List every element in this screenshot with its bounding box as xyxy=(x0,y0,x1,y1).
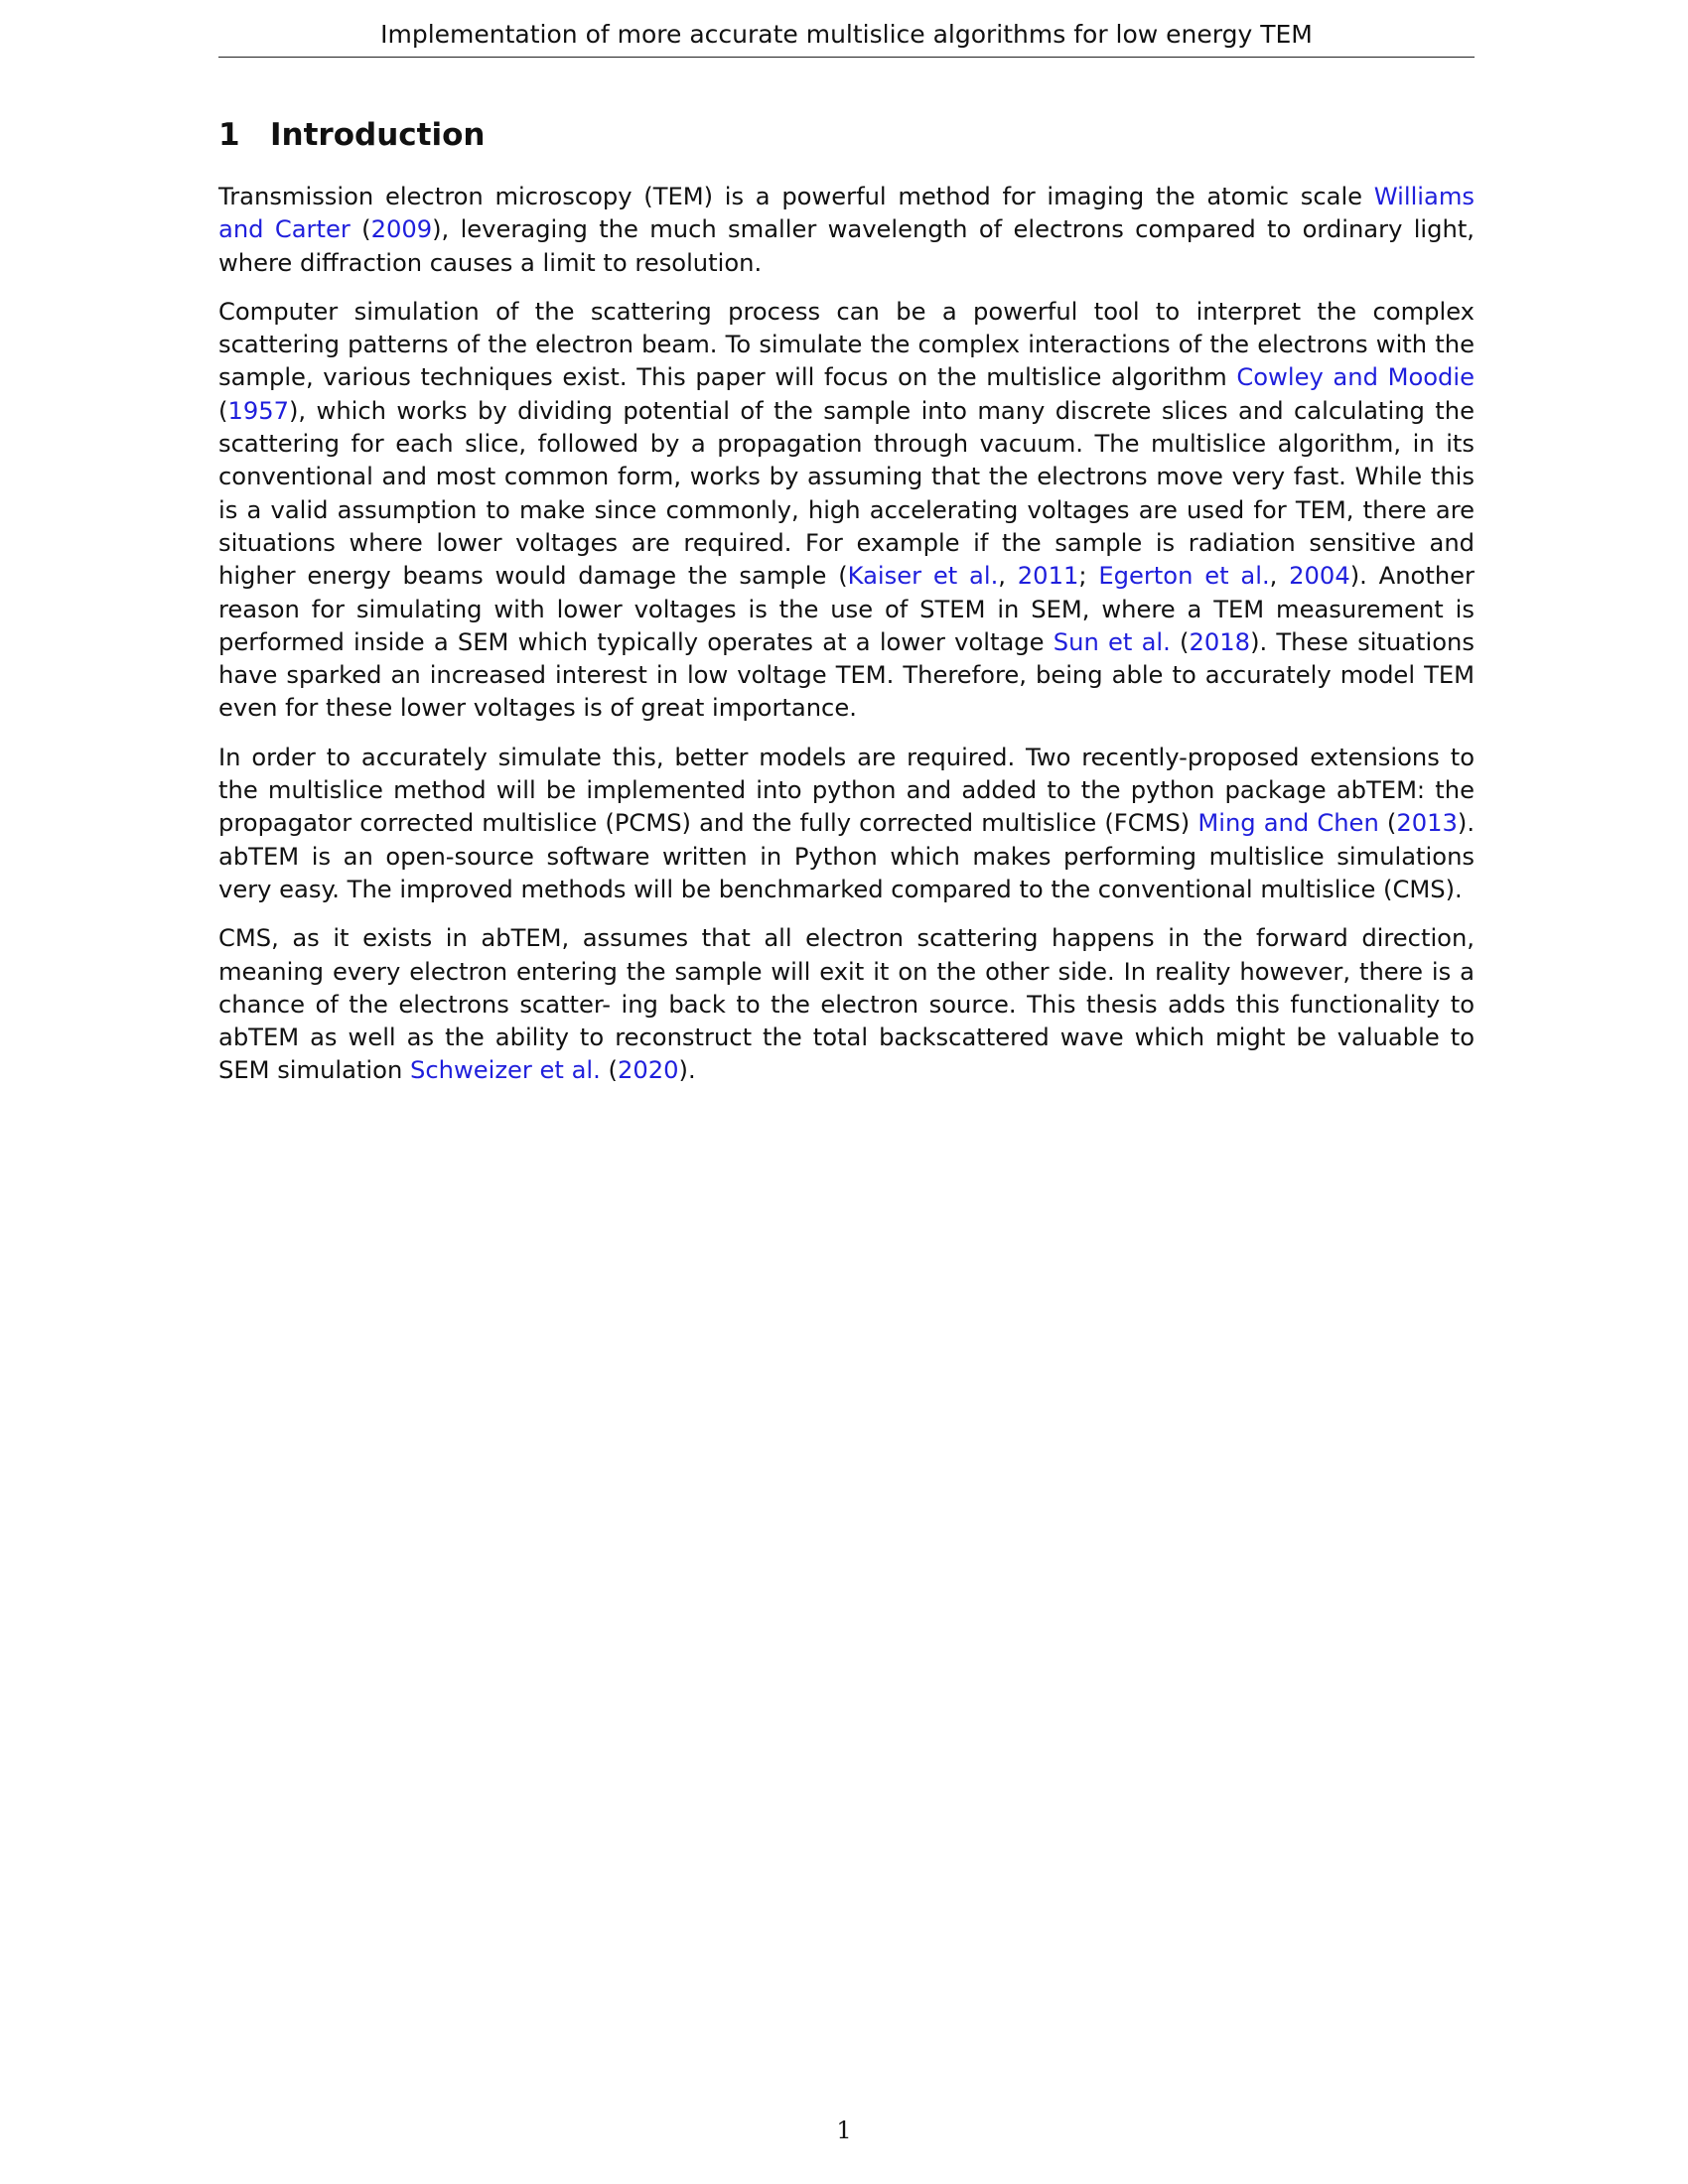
citation-link[interactable]: Egerton et al. xyxy=(1098,562,1270,591)
citation-link[interactable]: 2004 xyxy=(1289,562,1350,591)
paragraph-text: ( xyxy=(218,396,228,425)
paragraph-text: ). xyxy=(678,1056,696,1085)
paragraph-text: CMS, as it exists in abTEM, assumes that all electron scattering happens in the forward direction, meaning every electron entering the sample will exit it on the other side. In reality however, there is a chance of the electrons scatter- ing back to the electron source. This thesis adds this functionality to abTEM as well as the ability to reconstruct the total backscattered wave which might be valuable to SEM simulation xyxy=(218,924,1475,1085)
paragraph xyxy=(218,742,1475,906)
paragraph-text: ). abTEM is an open-source software written in Python which makes performing multislice simulations very easy. The improved methods will be benchmarked compared to the conventional multislice (CMS). xyxy=(218,809,1476,903)
paragraph xyxy=(218,922,1475,1087)
paragraph-text: , xyxy=(998,562,1018,591)
citation-link[interactable]: Schweizer et al. xyxy=(409,1056,601,1085)
paragraph-text: ), leveraging the much smaller wavelength of electrons compared to ordinary light, where diffraction causes a limit to resolution. xyxy=(218,215,1475,277)
paragraph-text: ). These situations have sparked an increased interest in low voltage TEM. Therefore, being able to accurately model TEM even for these lower voltages is of great importance. xyxy=(218,627,1475,723)
paragraph-text: In order to accurately simulate this, better models are required. Two recently-proposed extensions to the multislice method will be implemented into python and added to the python package abTEM: the propagator corrected multislice (PCMS) and the fully corrected multislice (FCMS) xyxy=(218,743,1475,838)
paragraph-text: ; xyxy=(1078,562,1099,591)
body-text xyxy=(218,181,1475,1088)
citation-link[interactable]: 2011 xyxy=(1017,562,1079,591)
paragraph-text: ( xyxy=(1170,627,1190,656)
section-number: 1 xyxy=(218,117,240,153)
paragraph xyxy=(218,181,1475,280)
running-title: Implementation of more accurate multislice algorithms for low energy TEM xyxy=(380,20,1313,49)
citation-link[interactable]: 2020 xyxy=(617,1056,679,1085)
paragraph-text: ( xyxy=(600,1056,618,1085)
running-header xyxy=(218,20,1475,58)
citation-link[interactable]: Cowley and Moodie xyxy=(1236,363,1475,392)
section-heading xyxy=(218,117,1475,153)
section-title: Introduction xyxy=(270,117,486,153)
citation-link[interactable]: Sun et al. xyxy=(1053,627,1171,656)
paragraph xyxy=(218,296,1475,726)
page-number: 1 xyxy=(836,2116,852,2144)
citation-link[interactable]: Ming and Chen xyxy=(1197,809,1379,838)
citation-link[interactable]: Williams and Carter xyxy=(218,183,1475,244)
citation-link[interactable]: Kaiser et al. xyxy=(847,562,999,591)
page-content xyxy=(218,117,1475,1104)
paragraph-text: ( xyxy=(350,215,371,244)
citation-link[interactable]: 2013 xyxy=(1396,809,1458,838)
paragraph-text: ). Another reason for simulating with lower voltages is the use of STEM in SEM, where a TEM measurement is performed inside a SEM which typically operates at a lower voltage xyxy=(218,562,1475,656)
citation-link[interactable]: 1957 xyxy=(227,396,289,425)
citation-link[interactable]: 2018 xyxy=(1189,627,1251,656)
paragraph-text: ( xyxy=(1378,809,1397,838)
citation-link[interactable]: 2009 xyxy=(370,215,433,244)
paragraph-text: Computer simulation of the scattering process can be a powerful tool to interpret the complex scattering patterns of the electron beam. To simulate the complex interactions of the electrons with the sample, various techniques exist. This paper will focus on the multislice algorithm xyxy=(218,297,1475,392)
paragraph-text: Transmission electron microscopy (TEM) is a powerful method for imaging the atomic scale xyxy=(218,183,1374,210)
paragraph-text: , xyxy=(1269,562,1290,591)
paragraph-text: ), which works by dividing potential of the sample into many discrete slices and calculating the scattering for each slice, followed by a propagation through vacuum. The multislice algorithm, in its conventional and most common form, works by assuming that the electrons move very fast. While this is a valid assumption to make since commonly, high accelerating voltages are used for TEM, there are situations where lower voltages are required. For example if the sample is radiation sensitive and higher energy beams would damage the sample ( xyxy=(218,396,1475,591)
